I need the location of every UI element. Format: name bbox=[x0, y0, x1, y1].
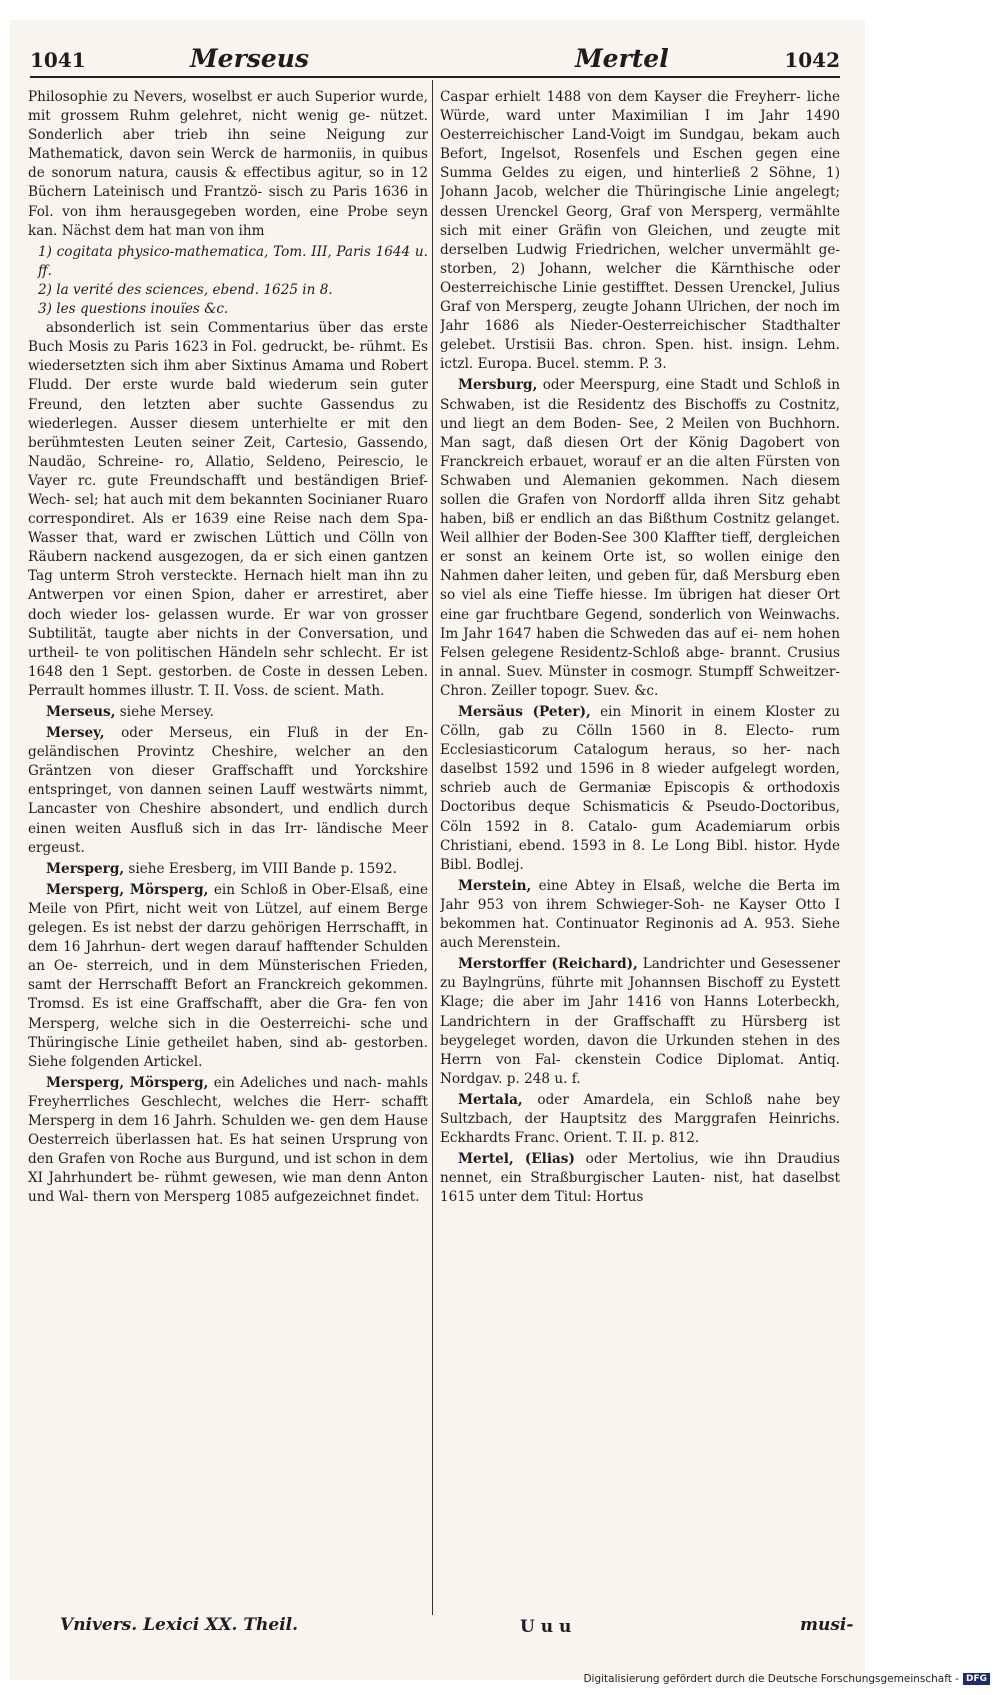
right-column bbox=[440, 88, 840, 1633]
dictionary-entry bbox=[440, 955, 840, 1089]
entry-headword: Mersburg, bbox=[458, 377, 538, 394]
entry-headword: Merstorffer (Reichard), bbox=[458, 956, 638, 973]
entry-text: oder Amardela, ein Schloß nahe bey Sultzbach, der Hauptsitz des Marggrafen Heinrichs. Eckhardts Franc. Orient. T. II. p. 812. bbox=[440, 1091, 840, 1147]
dictionary-entry bbox=[28, 1074, 428, 1208]
list-item: 1) cogitata physico-mathematica, Tom. III, Paris 1644 u. ff. bbox=[38, 243, 428, 279]
entry-headword: Mersey, bbox=[46, 725, 105, 742]
entry-text: Landrichter und Gesessener zu Baylngrüns, führte mit Johannsen Bischoff zu Eystett Klage; die aber im Jahr 1416 von Hanns Loterbeckh, Landrichtern in der Graffschafft zu Hürsberg ist beygeleget worden, davon die Urkunden stehen in des Herrn von Fal- ckenstein Codice Diplomat. Antiq. Nordgav. p. 248 u. f. bbox=[440, 956, 840, 1087]
entry-continuation bbox=[440, 88, 840, 374]
list-item: 3) les questions inouïes &c. bbox=[38, 301, 229, 318]
entry-continuation bbox=[28, 319, 428, 701]
entry-text: Philosophie zu Nevers, woselbst er auch Superior wurde, mit grossem Ruhm gelehret, nicht wenig ge- nützet. Sonderlich aber trieb ihn seine Neigung zur Mathematick, davon sein Werck de harmoniis, in quibus de sonorum natura, causis & effectibus agitur, so in 12 Büchern Lateinisch und Frantzö- sisch zu Paris 1636 in Fol. von ihm herausgegeben worden, eine Probe seyn kan. Nächst dem hat man von ihm bbox=[28, 89, 428, 239]
dictionary-entry bbox=[28, 724, 428, 858]
left-running-head: Merseus bbox=[190, 44, 309, 73]
entry-headword: Mersäus (Peter), bbox=[458, 704, 591, 720]
entry-text: siehe Eresberg, im VIII Bande p. 1592. bbox=[128, 860, 397, 877]
numbered-list bbox=[28, 243, 428, 319]
entry-headword: Mersperg, Mörsperg, bbox=[46, 881, 209, 898]
right-running-head: Mertel bbox=[575, 44, 669, 73]
entry-text: ein Adeliches und nach- mahls Freyherrliches Geschlecht, welches die Herr- schafft Mersperg in dem 16 Jahrh. Schulden we- gen dem Hause Oesterreich überlassen hat. Es hat seinen Ursprung von den Grafen von Roche aus Burgund, und ist schon in dem XI Jahrhundert be- rühmt gewesen, wie man denn Anton und Wal- thern von Mersperg 1085 aufgezeichnet findet. bbox=[28, 1074, 428, 1206]
page-header bbox=[30, 40, 840, 80]
dictionary-entry bbox=[440, 1150, 840, 1207]
header-rule bbox=[30, 76, 840, 78]
entry-headword: Mertala, bbox=[458, 1091, 523, 1108]
entry-continuation bbox=[28, 88, 428, 241]
right-page-number: 1042 bbox=[784, 48, 840, 72]
dictionary-entry bbox=[440, 703, 840, 875]
entry-text: eine Abtey in Elsaß, welche die Berta im Jahr 953 von ihrem Schwieger-Soh- ne Kayser Otto I bekommen hat. Continuator Reginonis ad A. 953. Siehe auch Merenstein. bbox=[440, 877, 840, 952]
left-page-number: 1041 bbox=[30, 48, 86, 72]
entry-text: ein Schloß in Ober-Elsaß, eine Meile von Pfirt, nicht weit von Lützel, auf einem Berge gelegen. Es ist nebst der darzu gehörigen Herrschafft, in dem 16 Jahrhun- dert wegen darauf hafftender Schulden an Oe- sterreich, und in dem Münsterischen Frieden, samt der Herrschafft Befort an Franckreich gekommen. Tromsd. Es ist eine Graffschafft, aber die Gra- fen von Mersperg, welche sich in die Oesterreichi- sche und Thüringische Linie getheilet haben, sind ab- gestorben. Siehe folgenden Artickel. bbox=[28, 881, 428, 1070]
dictionary-entry bbox=[440, 1091, 840, 1148]
dictionary-entry bbox=[28, 860, 428, 879]
dictionary-entry bbox=[440, 877, 840, 953]
entry-text: oder Merseus, ein Fluß in der En- geländischen Provintz Cheshire, welcher an den Gräntzen von dieser Graffschafft und Yorckshire entspringet, von dannen seinen Lauff westwärts nimmt, Lancaster von Cheshire absondert, und endlich durch einen weiten Ausfluß sich in das Irr- ländische Meer ergeust. bbox=[28, 725, 428, 856]
digitization-credit bbox=[580, 1673, 990, 1685]
entry-text: Caspar erhielt 1488 von dem Kayser die Freyherr- liche Würde, ward unter Maximilian I im Jahr 1490 Oesterreichischer Land-Voigt im Sundgau, bekam auch Befort, Ingelsot, Rosenfels und Eschen gegen eine Summa Geldes zu eigen, und hinterließ 2 Söhne, 1) Johann Jacob, welcher die Thüringische Linie angelegt; dessen Urenckel Georg, Graf von Mersperg, vermählte sich mit einer Gräfin von Gleichen, und zeugte mit derselben Ludwig Friedrichen, welcher unvermählt ge- storben, 2) Johann, welcher die Kärnthische oder Oesterreichische Linie gestifftet. Dessen Urenckel, Julius Graf von Mersperg, zeugte Johann Ulrichen, der noch im Jahr 1686 als Nieder-Oesterreichischer Stadthalter gelebet. Urstisii Bas. chron. Spen. hist. insign. Lehm. ictzl. Europa. Bucel. stemm. P. 3. bbox=[440, 89, 840, 373]
entry-headword: Merstein, bbox=[458, 877, 532, 894]
entry-text: oder Mertolius, wie ihn Draudius nennet, ein Straßburgischer Lauten- nist, hat daselbst 1615 unter dem Titul: Hortus bbox=[440, 1151, 840, 1206]
entry-text: siehe Mersey. bbox=[119, 704, 214, 720]
entry-text: oder Meerspurg, eine Stadt und Schloß in Schwaben, ist die Residentz des Bischoffs zu Costnitz, und liegt an dem Boden- See, 2 Meilen von Buchhorn. Man sagt, daß diesen Ort der König Dagobert von Franckreich erbauet, worauf er an die alten Fürsten von Schwaben und Alemanien gekommen. Nach diesem sollen die Grafen von Nordorff allda ihren Sitz gehabt haben, biß er endlich an das Bißthum Costnitz gelanget. Weil allhier der Boden-See 300 Klaffter tieff, dergleichen er sonst an keinem Orte ist, so wollen einige den Nahmen daher leiten, und geben für, daß Mersburg eben so viel als eine Tieffe hiesse. Im übrigen hat dieser Ort eine gar fruchtbare Gegend, sonderlich von Weinwachs. Im Jahr 1647 haben die Schweden das auf ei- nem hohen Felsen gelegene Residentz-Schloß abge- brannt. Crusius in annal. Suev. Münster in cosmogr. Stumpff Schweitzer-Chron. Zeiller topogr. Suev. &c. bbox=[440, 377, 840, 699]
dictionary-entry bbox=[28, 881, 428, 1072]
entry-headword: Mersperg, Mörsperg, bbox=[46, 1074, 209, 1091]
entry-headword: Mersperg, bbox=[46, 860, 125, 877]
dfg-logo: DFG bbox=[963, 1673, 990, 1685]
signature-mark: U u u bbox=[520, 1617, 572, 1637]
signature-line: Vnivers. Lexici XX. Theil. bbox=[60, 1615, 299, 1635]
credit-text: Digitalisierung gefördert durch die Deutsche Forschungsgemeinschaft - bbox=[583, 1673, 959, 1685]
entry-text: absonderlich ist sein Commentarius über das erste Buch Mosis zu Paris 1623 in Fol. gedruckt, be- rühmt. Es wiedersetzten sich ihm aber Sixtinus Amama und Robert Fludd. Der erste wurde bald wiederum sein guter Freund, den letzten aber suchte Gassendus zu wiederlegen. Ausser diesem unterhielte er mit den berühmtesten Leuten seiner Zeit, Cartesio, Gassendo, Naudäo, Schreine- ro, Allatio, Seldeno, Peirescio, le Vayer rc. gute Freundschafft und beständigen Brief-Wech- sel; hat auch mit dem bekannten Socinianer Ruaro correspondiret. Als er 1639 eine Reise nach dem Spa-Wasser that, ward er zwischen Lüttich und Cölln von Räubern nackend ausgezogen, da er sich einen gantzen Tag unterm Stroh versteckte. Hernach hielt man ihn zu Antwerpen vor einen Spion, daher er arrestiret, aber doch wieder los- gelassen wurde. Er war von grosser Subtilität, taugte aber nichts in der Conversation, und urtheil- te von politischen Händeln sehr schlecht. Er ist 1648 den 1 Sept. gestorben. de Coste in dessen Leben. Perrault hommes illustr. T. II. Voss. de scient. Math. bbox=[28, 320, 428, 699]
column-divider bbox=[432, 80, 433, 1615]
catchword: musi- bbox=[800, 1615, 854, 1635]
list-item: 2) la verité des sciences, ebend. 1625 in 8. bbox=[38, 281, 333, 298]
dictionary-entry bbox=[28, 703, 428, 722]
left-column bbox=[28, 88, 428, 1618]
entry-headword: Mertel, (Elias) bbox=[458, 1151, 575, 1168]
entry-headword: Merseus, bbox=[46, 704, 116, 720]
dictionary-entry bbox=[440, 376, 840, 701]
entry-text: ein Minorit in einem Kloster zu Cölln, gab zu Cölln 1560 in 8. Electo- rum Ecclesiasticorum Catalogum heraus, so her- nach daselbst 1592 und 1596 in 8 wieder aufgelegt worden, schrieb auch de Germaniæ Episcopis & orthodoxis Doctoribus deque Schismaticis & Pseudo-Doctoribus, Cöln 1592 in 8. Catalo- gum Academiarum orbis Christiani, ebend. 1593 in 8. Le Long Bibl. histor. Hyde Bibl. Bodlej. bbox=[440, 704, 840, 873]
